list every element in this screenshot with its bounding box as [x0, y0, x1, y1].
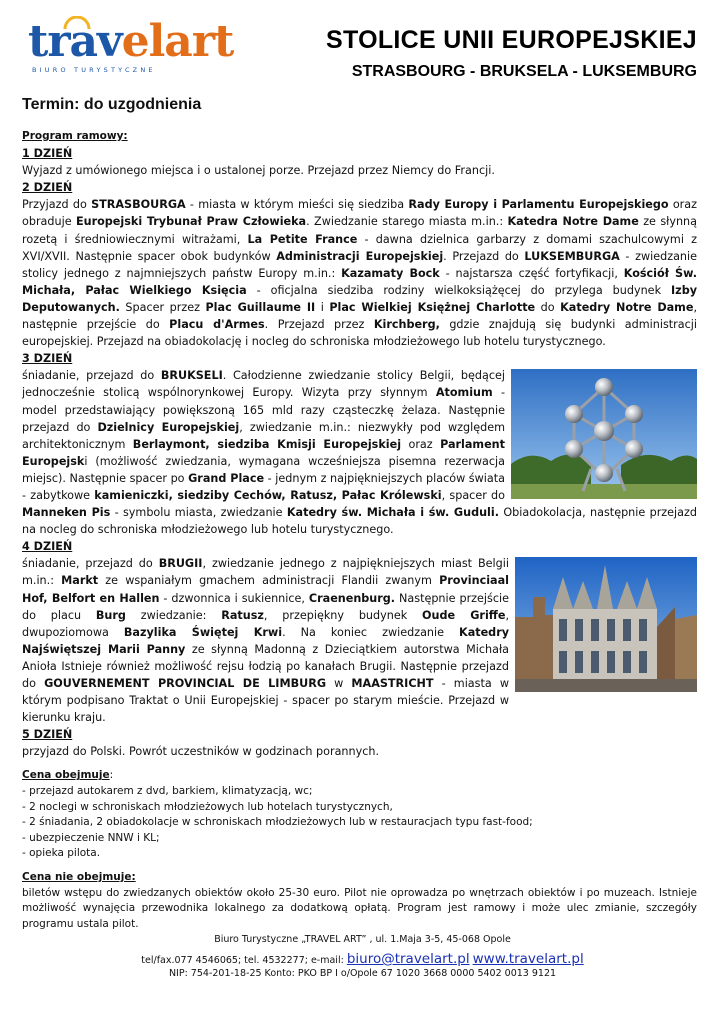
body-text: w	[326, 677, 352, 690]
highlight-text: Europejski Trybunał Praw Człowieka	[75, 215, 307, 229]
price-includes-item: - 2 śniadania, 2 obiadokolacje w schroniskach młodzieżowych lub w restauracjach typu fast-food;	[22, 816, 533, 829]
price-includes-item: - przejazd autokarem z dvd, barkiem, klimatyzacją, wc;	[22, 785, 313, 798]
day-3-label: 3 DZIEŃ	[22, 352, 73, 366]
highlight-text: Kazamaty Bock	[341, 266, 440, 280]
highlight-text: Craenenburg.	[308, 591, 396, 605]
day-1-text	[22, 162, 697, 179]
footer-bank-info: NIP: 754-201-18-25 Konto: PKO BP I o/Opole 67 1020 3668 0000 5402 0013 9121	[168, 968, 557, 979]
body-text: , zwiedzanie m.in.: niezwykły pod względem architektonicznym	[22, 420, 506, 451]
body-text: Wyjazd z umówionego miejsca i o ustalonej porze. Przejazd przez Niemcy do Francji.	[22, 164, 495, 178]
body-text: - zwiedzanie stolicy jednego z najmniejszych państw Europy m.in.:	[22, 249, 698, 280]
body-text: - miasta w którym podpisano Traktat o Unii Europejskiej - spacer po starym mieście. Przejazd w kierunku kraju.	[22, 677, 509, 725]
body-text: , przepiękny budynek	[263, 608, 423, 622]
price-includes-section: Cena obejmuje: - przejazd autokarem z dvd, barkiem, klimatyzacją, wc; - 2 noclegi w schroniskach młodzieżowych lub hotelach turystycznych, - 2 śniadania, 2 obiadokolacje w schroniskach młodzieżowych lub w restauracjach typu fast-food; - ubezpieczenie NNW i KL; - opieka pilota.	[22, 768, 697, 862]
body-text: Obiadokolacja, następnie przejazd na nocleg do schroniska młodzieżowego lub hotelu turystycznego.	[22, 506, 697, 537]
price-includes-item: - ubezpieczenie NNW i KL;	[22, 831, 160, 844]
term-label: Termin: do uzgodnienia	[22, 96, 202, 113]
body-text: Spacer przez	[119, 300, 206, 314]
body-text: - model przedstawiający powiększoną 165 mld razy cząsteczkę żelaza. Następnie przejazd do	[22, 386, 505, 434]
highlight-text: Berlaymont, siedziba Kmisji Europejskiej	[132, 437, 402, 451]
highlight-text: STRASBOURGA	[91, 198, 186, 212]
day-2-label: 2 DZIEŃ	[22, 181, 73, 195]
day-5-text	[22, 743, 697, 760]
price-excludes-text: biletów wstępu do zwiedzanych obiektów około 25-30 euro. Pilot nie oprowadza po wnętrzach obiektów i po muzeach. Istnieje możliwość wynajęcia przewodnika lokalnego za dodatkową opłatą. Program jest ramowy i może ulec zmianie, szczegóły programu ustala pilot.	[22, 886, 697, 930]
price-includes-label: Cena obejmuje	[22, 769, 110, 782]
day-4-label: 4 DZIEŃ	[22, 540, 73, 554]
highlight-text: Plac Guillaume II	[205, 300, 316, 314]
body-text: śniadanie, przejazd do	[22, 557, 159, 571]
price-excludes-section	[22, 870, 697, 932]
highlight-text: BRUKSELI	[160, 369, 223, 383]
body-text: - dawna dzielnica garbarzy z domami szachulcowymi z XVI/XVII. Następnie spacer obok budynków	[22, 232, 697, 263]
atomium-photo	[511, 369, 697, 499]
logo-tagline: BIURO TURYSTYCZNE	[32, 66, 156, 74]
highlight-text: Kirchberg,	[373, 318, 440, 332]
highlight-text: LUKSEMBURGA	[524, 249, 620, 263]
footer-contact	[0, 951, 725, 967]
highlight-text: Markt	[61, 574, 99, 588]
body-text: , zwiedzanie jednego z najpiękniejszych miast Belgii m.in.:	[22, 557, 509, 588]
day-1-label: 1 DZIEŃ	[22, 147, 73, 161]
body-text: , dwupoziomowa	[22, 608, 509, 639]
price-excludes-label: Cena nie obejmuje:	[22, 871, 136, 884]
body-text: - symbolu miasta, zwiedzanie	[110, 506, 287, 520]
website-link[interactable]: www.travelart.pl	[472, 951, 584, 967]
travelart-logo	[24, 14, 234, 80]
highlight-text: Atomium	[435, 386, 493, 400]
body-text: - oficjalna siedziba rodziny wielkoksiążęcej do przylega budynek	[246, 283, 672, 297]
highlight-text: Katedry Najświętszej Marii Panny	[22, 625, 510, 656]
body-text: - miasta w którym mieści się siedziba	[185, 198, 409, 212]
highlight-text: Provinciaal Hof, Belfort en Hallen	[22, 574, 509, 605]
highlight-text: Parlament Europejsk	[22, 437, 505, 468]
day-5-label: 5 DZIEŃ	[22, 728, 73, 742]
highlight-text: Manneken Pis	[22, 506, 111, 520]
highlight-text: Oude Griffe	[422, 608, 506, 622]
highlight-text: Bazylika Świętej Krwi	[123, 625, 283, 639]
body-text: - najstarsza część fortyfikacji,	[439, 266, 624, 280]
highlight-text: Plac Wielkiej Księżnej Charlotte	[329, 300, 536, 314]
body-text: , spacer do	[441, 488, 505, 502]
highlight-text: Administracji Europejskiej	[276, 249, 444, 263]
body-text: . Na koniec zwiedzanie	[282, 625, 460, 639]
day-2-text	[22, 196, 697, 350]
body-text: , następnie przejście do	[22, 300, 697, 332]
body-text: Przyjazd do	[22, 198, 92, 212]
logo-wordmark: travelart	[28, 16, 234, 67]
brugge-photo	[515, 557, 697, 692]
body-text: - jednym z najpiękniejszych placów świata - zabytkowe	[22, 471, 505, 502]
footer-phone: tel/fax.077 4546065; tel. 4532277; e-mail:	[141, 955, 347, 966]
price-includes-item: - 2 noclegi w schroniskach młodzieżowych lub hotelach turystycznych,	[22, 800, 393, 813]
email-link[interactable]: biuro@travelart.pl	[346, 951, 470, 967]
highlight-text: Rady Europy i Parlamentu Europejskiego	[408, 198, 669, 212]
body-text: ze słynną rozetą i średniowiecznymi witrażami,	[22, 215, 698, 246]
body-text: oraz obraduje	[22, 198, 697, 229]
body-text: . Całodzienne zwiedzanie stolicy Belgii, będącej jednocześnie stolicą wspólnorynkowej Europy. Wizyta przy słynnym	[22, 369, 505, 400]
page-subtitle: STRASBOURG - BRUKSELA - LUKSEMBURG	[351, 63, 697, 80]
highlight-text: GOUVERNEMENT PROVINCIAL DE LIMBURG	[44, 677, 327, 690]
highlight-text: MAASTRICHT	[351, 677, 434, 690]
body-text: oraz	[401, 437, 441, 451]
highlight-text: Katedry Notre Dame	[560, 300, 694, 314]
program-label: Program ramowy:	[22, 130, 128, 142]
body-text: gdzie znajdują się budynki administracji europejskiej. Przejazd na obiadokolację i nocleg do schroniska młodzieżowego lub hotelu turystycznego.	[22, 318, 697, 349]
body-text: i (możliwość zwiedzania, wymagana wcześniejsza pisemna rezerwacja miejsc). Następnie spacer po	[22, 454, 505, 485]
body-text: . Przejazd przez	[264, 318, 374, 332]
highlight-text: Kościół Św. Michała, Pałac Wielkiego Księcia	[22, 266, 697, 297]
footer-address: Biuro Turystyczne „TRAVEL ART” , ul. 1.Maja 3-5, 45-068 Opole	[214, 934, 511, 945]
body-text: zwiedzanie:	[125, 608, 222, 622]
highlight-text: Ratusz	[221, 608, 264, 622]
highlight-text: Katedry św. Michała i św. Guduli.	[286, 506, 499, 520]
body-text: przyjazd do Polski. Powrót uczestników w godzinach porannych.	[22, 745, 380, 759]
program-content	[22, 128, 697, 932]
body-text: - dzwonnica i sukiennice,	[159, 591, 309, 605]
body-text: ze wspaniałym gmachem administracji Flandii zwanym	[98, 574, 440, 588]
page-title: STOLICE UNII EUROPEJSKIEJ	[325, 26, 697, 54]
highlight-text: kamieniczki, siedziby Cechów, Ratusz, Pałac Królewski	[94, 488, 442, 502]
highlight-text: La Petite France	[247, 232, 358, 246]
highlight-text: Placu d'Armes	[169, 318, 265, 332]
highlight-text: Izby Deputowanych.	[22, 283, 697, 314]
highlight-text: Katedra Notre Dame	[507, 215, 639, 229]
body-text: . Przejazd do	[443, 249, 525, 263]
price-includes-item: - opieka pilota.	[22, 847, 101, 860]
body-text: i	[315, 300, 330, 314]
highlight-text: Burg	[95, 608, 126, 622]
highlight-text: Grand Place	[188, 471, 265, 485]
highlight-text: BRUGII	[158, 557, 203, 571]
highlight-text: Dzielnicy Europejskiej	[97, 420, 240, 434]
body-text: ze słynną Madonną z Dzieciątkiem autorstwa Michała Anioła Istnieje również możliwość rejsu łodzią po kanałach Brugii. Następnie przejazd do	[22, 642, 509, 690]
body-text: do	[535, 300, 561, 314]
body-text: śniadanie, przejazd do	[22, 369, 161, 383]
body-text: . Zwiedzanie starego miasta m.in.:	[306, 215, 508, 229]
body-text: Następnie przejście do placu	[22, 591, 510, 622]
